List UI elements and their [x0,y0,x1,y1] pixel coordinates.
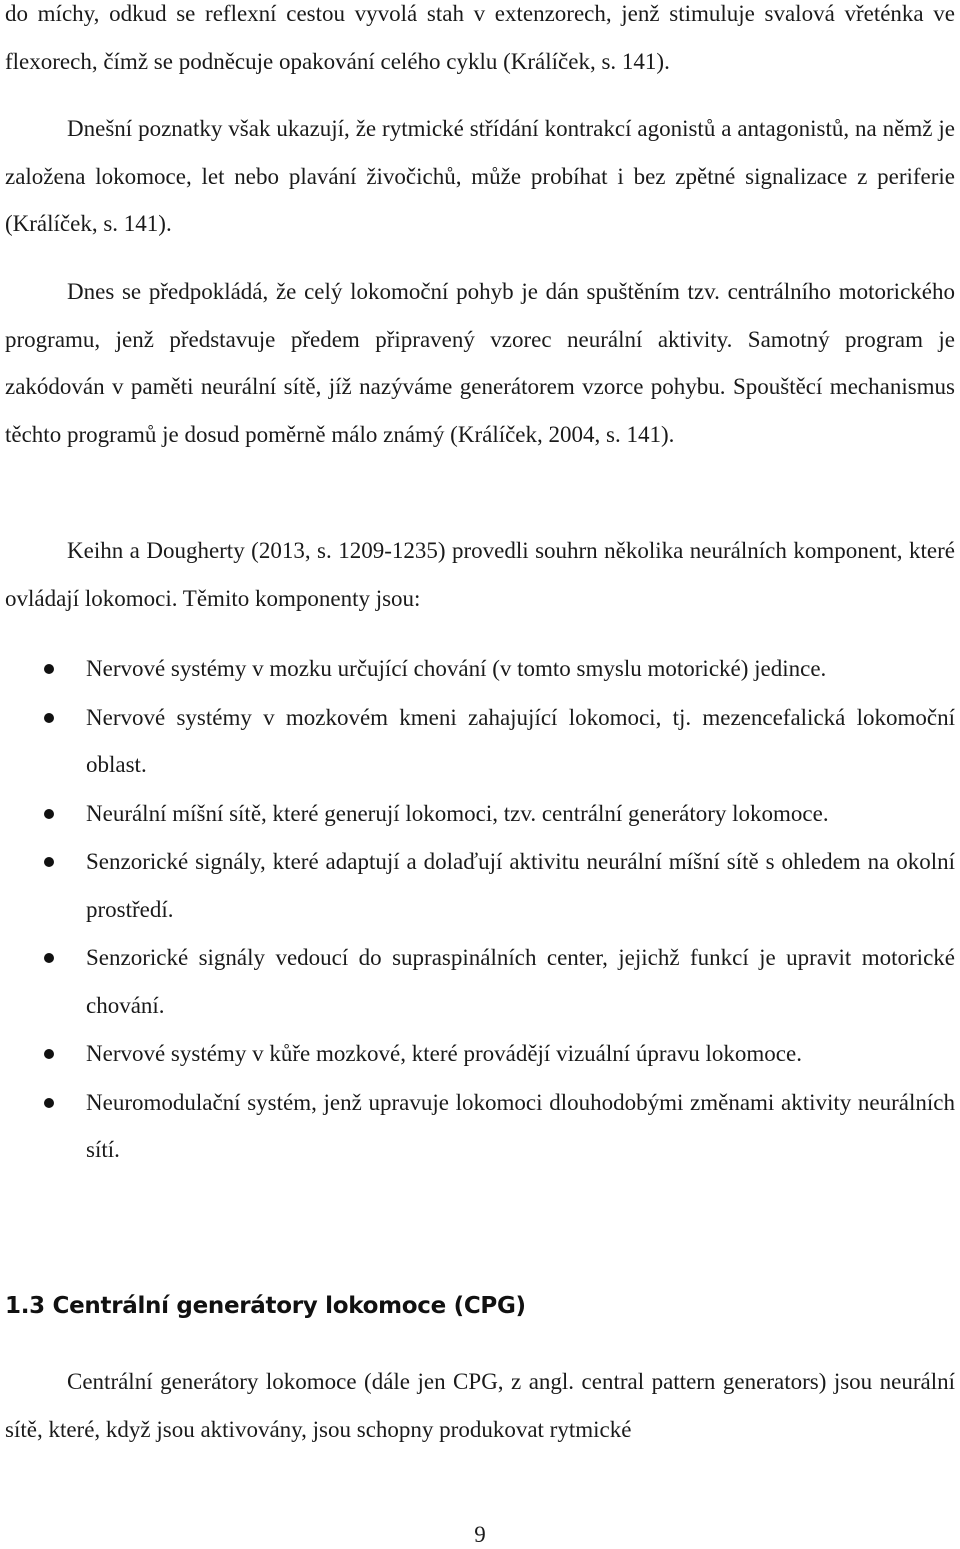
neural-components-list [5,645,955,1175]
bullet-icon [44,1098,54,1108]
page-number: 9 [474,1522,486,1547]
list-item-text: Senzorické signály, které adaptují a dolaďují aktivitu neurální míšní sítě s ohledem na okolní prostředí. [86,849,955,922]
list-item [5,934,955,1029]
list-item-text: Neurální míšní sítě, které generují lokomoci, tzv. centrální generátory lokomoce. [86,800,829,826]
list-item-text: Neuromodulační systém, jenž upravuje lokomoci dlouhodobými změnami aktivity neurálních sítí. [86,1089,955,1162]
list-item [5,790,955,838]
list-item [5,645,955,693]
list-item [5,838,955,933]
bullet-icon [44,1049,54,1059]
bullet-icon [44,857,54,867]
paragraph-motor-program: Dnes se předpokládá, že celý lokomoční pohyb je dán spuštěním tzv. centrálního motorického programu, jenž představuje předem připravený vzorec neurální aktivity. Samotný program je zakódován v paměti neurální sítě, jíž nazýváme generátorem vzorce pohybu. Spouštěcí mechanismus těchto programů je dosud poměrně málo známý (Králíček, 2004, s. 141). [5,279,955,447]
bullet-icon [44,953,54,963]
list-item-text: Senzorické signály vedoucí do supraspinálních center, jejichž funkcí je upravit motorické chování. [86,945,955,1018]
list-item-text: Nervové systémy v mozkovém kmeni zahajující lokomoci, tj. mezencefalická lokomoční oblast. [86,704,955,777]
list-item [5,1079,955,1174]
bullet-icon [44,713,54,723]
paragraph-spinal-reflex: do míchy, odkud se reflexní cestou vyvolá stah v extenzorech, jenž stimuluje svalová vřeténka ve flexorech, čímž se podněcuje opakování celého cyklu (Králíček, s. 141). [5,1,955,74]
paragraph-keihn-dougherty: Keihn a Dougherty (2013, s. 1209-1235) provedli souhrn několika neurálních komponent, které ovládají lokomoci. Těmito komponenty jsou: [5,538,955,611]
paragraph-current-knowledge: Dnešní poznatky však ukazují, že rytmické střídání kontrakcí agonistů a antagonistů, na němž je založena lokomoce, let nebo plavání živočichů, může probíhat i bez zpětné signalizace z periferie (Králíček, s. 141). [5,116,955,236]
section-heading: 1.3 Centrální generátory lokomoce (CPG) [5,1293,526,1319]
list-item-text: Nervové systémy v mozku určující chování (v tomto smyslu motorické) jedince. [86,656,827,681]
bullet-icon [44,664,54,674]
list-item [5,694,955,789]
list-item [5,1030,955,1078]
bullet-icon [44,809,54,819]
list-item-text: Nervové systémy v kůře mozkové, které provádějí vizuální úpravu lokomoce. [86,1041,802,1066]
paragraph-cpg-definition: Centrální generátory lokomoce (dále jen CPG, z angl. central pattern generators) jsou neurální sítě, které, když jsou aktivovány, jsou schopny produkovat rytmické [5,1369,955,1442]
